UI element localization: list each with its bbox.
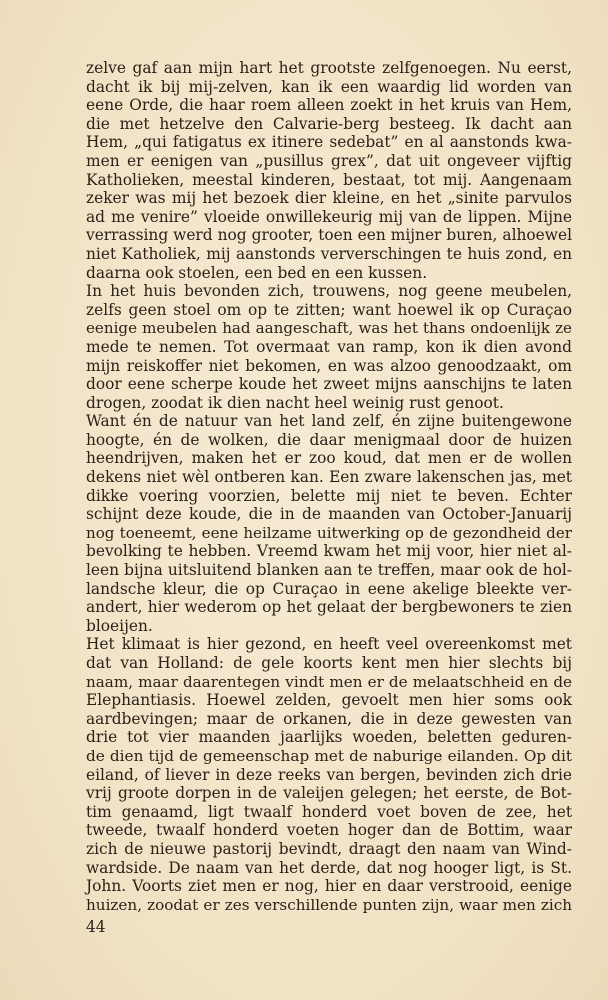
- text-line: huizen, zoodat er zes verschillende punten zijn, waar men zich: [86, 895, 572, 914]
- text-line: eiland, of liever in deze reeks van bergen, bevinden zich drie: [86, 765, 572, 784]
- text-line: zelve gaf aan mijn hart het grootste zelfgenoegen. Nu eerst,: [86, 59, 572, 77]
- text-line: In het huis bevonden zich, trouwens, nog geene meubelen,: [86, 282, 572, 301]
- text-line: eene Orde, die haar roem alleen zoekt in het kruis van Hem,: [86, 96, 572, 115]
- text-line: nog toeneemt, eene heilzame uitwerking op de gezondheid der: [86, 523, 572, 542]
- text-line: Katholieken, meestal kinderen, bestaat, tot mij. Aangenaam: [86, 170, 572, 189]
- text-line: niet Katholiek, mij aanstonds ververschingen te huis zond, en: [86, 244, 572, 263]
- text-line: mede te nemen. Tot overmaat van ramp, kon ik dien avond: [86, 337, 572, 356]
- text-line: aardbevingen; maar de orkanen, die in deze gewesten van: [86, 709, 572, 728]
- text-line: mijn reiskoffer niet bekomen, en was alzoo genoodzaakt, om: [86, 356, 572, 375]
- text-line: hoogte, én de wolken, die daar menigmaal door de huizen: [86, 430, 572, 449]
- text-line: wardside. De naam van het derde, dat nog hooger ligt, is St.: [86, 858, 572, 877]
- text-line: eenige meubelen had aangeschaft, was het thans ondoenlijk ze: [86, 319, 572, 338]
- text-line: leen bijna uitsluitend blanken aan te treffen, maar ook de hol-: [86, 561, 572, 580]
- text-line: dat van Holland: de gele koorts kent men hier slechts bij: [86, 654, 572, 672]
- text-line: dikke voering voorzien, belette mij niet te beven. Echter: [86, 486, 572, 505]
- text-line: verrassing werd nog grooter, toen een mijner buren, alhoewel: [86, 226, 572, 245]
- text-line: zeker was mij het bezoek dier kleine, en het „sinite parvulos: [86, 189, 572, 208]
- text-line: landsche kleur, die op Curaçao in eene akelige bleekte ver-: [86, 579, 572, 598]
- text-line: door eene scherpe koude het zweet mijns aanschijns te laten: [86, 375, 572, 394]
- body-text: [86, 59, 572, 914]
- text-line: Het klimaat is hier gezond, en heeft veel overeenkomst met: [86, 635, 572, 654]
- text-line: die met hetzelve den Calvarie-berg besteeg. Ik dacht aan: [86, 114, 572, 133]
- text-line: de dien tijd de gemeenschap met de naburige eilanden. Op dit: [86, 746, 572, 765]
- text-line: zich de nieuwe pastorij bevindt, draagt den naam van Wind-: [86, 839, 572, 858]
- text-line: John. Voorts ziet men er nog, hier en daar verstrooid, eenige: [86, 877, 572, 896]
- text-line: vrij groote dorpen in de valeijen gelegen; het eerste, de Bot-: [86, 784, 572, 803]
- text-line: dacht ik bij mij-zelven, kan ik een waardig lid worden van: [86, 77, 572, 96]
- text-line: ad me venire” vloeide onwillekeurig mij van de lippen. Mijne: [86, 207, 572, 226]
- text-line: daarna ook stoelen, een bed en een kussen.: [86, 263, 428, 282]
- text-line: bloeijen.: [86, 616, 153, 635]
- text-line: naam, maar daarentegen vindt men er de melaatschheid en de: [86, 672, 572, 691]
- text-line: bevolking te hebben. Vreemd kwam het mij voor, hier niet al-: [86, 542, 572, 561]
- text-line: zelfs geen stoel om op te zitten; want hoewel ik op Curaçao: [86, 300, 572, 319]
- text-line: tweede, twaalf honderd voeten hoger dan de Bottim, waar: [86, 821, 572, 840]
- text-line: drogen, zoodat ik dien nacht heel weinig rust genoot.: [86, 393, 504, 412]
- page-number: 44: [86, 918, 106, 936]
- text-line: heendrijven, maken het er zoo koud, dat men er de wollen: [86, 449, 572, 468]
- text-line: schijnt deze koude, die in de maanden van October-Januarij: [86, 505, 572, 524]
- text-line: dekens niet wèl ontberen kan. Een zware lakenschen jas, met: [86, 468, 572, 487]
- text-line: men er eenigen van „pusillus grex”, dat uit ongeveer vijftig: [86, 151, 572, 170]
- text-line: Hem, „qui fatigatus ex itinere sedebat” en al aanstonds kwa-: [86, 133, 572, 152]
- text-line: Elephantiasis. Hoewel zelden, gevoelt men hier soms ook: [86, 691, 572, 710]
- text-line: drie tot vier maanden jaarlijks woeden, beletten geduren-: [86, 728, 572, 747]
- text-line: tim genaamd, ligt twaalf honderd voet boven de zee, het: [86, 802, 572, 821]
- text-line: Want én de natuur van het land zelf, én zijne buitengewone: [86, 412, 572, 431]
- text-line: andert, hier wederom op het gelaat der bergbewoners te zien: [86, 598, 572, 617]
